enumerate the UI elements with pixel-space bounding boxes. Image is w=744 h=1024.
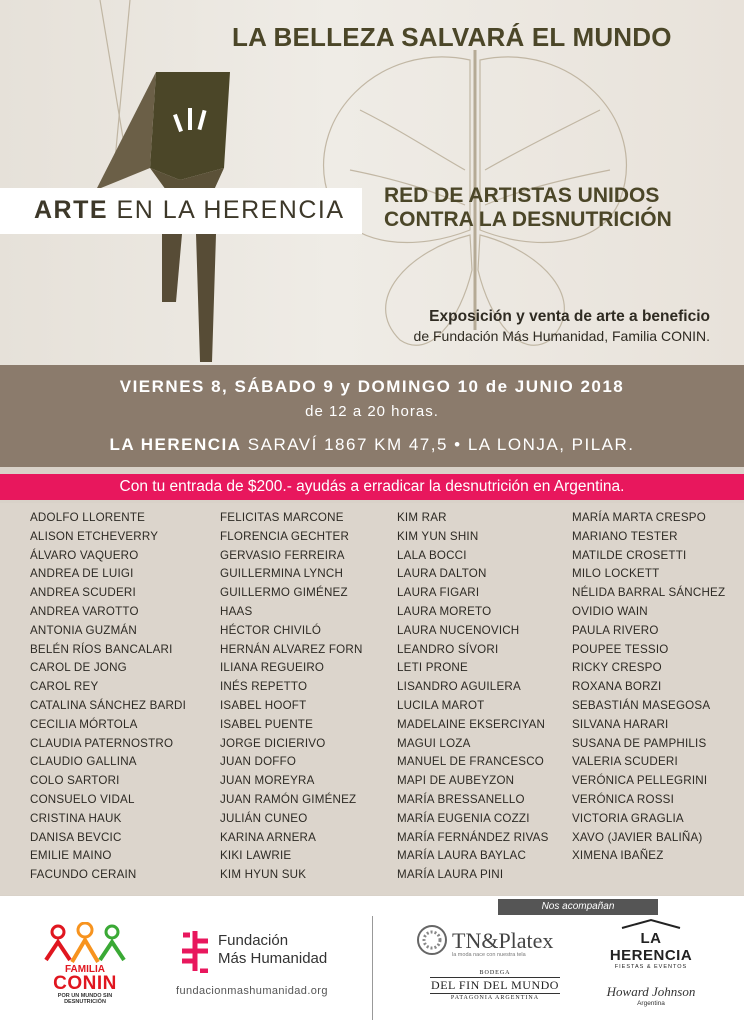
- artists-column-1: [30, 509, 186, 885]
- artist-name: SUSANA DE PAMPHILIS: [572, 736, 707, 750]
- tn-platex-logo: TN&Platex: [452, 928, 554, 953]
- artist-name: MILO LOCKETT: [572, 567, 660, 581]
- artist-name: CATALINA SÁNCHEZ BARDI: [30, 698, 187, 712]
- artists-column-2: [220, 509, 363, 885]
- artist-name: HAAS: [220, 604, 253, 618]
- artist-name: INÉS REPETTO: [220, 680, 308, 694]
- artist-name: CLAUDIA PATERNOSTRO: [30, 736, 174, 750]
- artist-name: LAURA DALTON: [397, 567, 487, 581]
- artist-name: ÁLVARO VAQUERO: [30, 548, 139, 562]
- artist-name: HERNÁN ALVAREZ FORN: [220, 642, 363, 656]
- artist-name: ROXANA BORZI: [572, 680, 662, 694]
- artist-name: MARÍA MARTA CRESPO: [572, 511, 706, 524]
- artist-name: ISABEL HOOFT: [220, 698, 307, 712]
- howard-johnson-logo: Howard Johnson Argentina: [606, 984, 696, 1007]
- artist-name: CRISTINA HAUK: [30, 811, 122, 825]
- artist-name: ILIANA REGUEIRO: [220, 661, 325, 675]
- fmh-url: fundacionmashumanidad.org: [176, 985, 328, 997]
- ticket-message: Con tu entrada de $200.- ayudás a erradicar la desnutrición en Argentina.: [0, 474, 744, 500]
- artist-name: ANDREA SCUDERI: [30, 586, 136, 600]
- artist-name: VICTORIA GRAGLIA: [572, 811, 684, 825]
- artist-name: LISANDRO AGUILERA: [397, 680, 521, 694]
- artists-list: [0, 503, 744, 895]
- exhibition-note: Exposición y venta de arte a beneficio de Fundación Más Humanidad, Familia CONIN.: [413, 308, 710, 344]
- artist-name: MARIANO TESTER: [572, 529, 678, 543]
- sponsors-label: Nos acompañan: [498, 899, 658, 915]
- artist-name: XAVO (JAVIER BALIÑA): [572, 830, 703, 844]
- conin-figures-icon: [40, 922, 130, 964]
- artist-name: LAURA FIGARI: [397, 586, 480, 600]
- la-herencia-logo: LA HERENCIA FIESTAS & EVENTOS: [609, 930, 693, 970]
- artist-name: ANTONIA GUZMÁN: [30, 623, 137, 637]
- artist-name: KIM YUN SHIN: [397, 529, 479, 543]
- artist-name: LAURA NUCENOVICH: [397, 623, 520, 637]
- logo-card: [0, 188, 362, 234]
- artist-name: VERÓNICA PELLEGRINI: [572, 774, 708, 788]
- artist-name: CAROL REY: [30, 680, 99, 694]
- artist-name: FACUNDO CERAIN: [30, 868, 137, 882]
- fmh-logo: Fundación Más Humanidad: [218, 932, 328, 967]
- artist-name: MANUEL DE FRANCESCO: [397, 755, 545, 769]
- artist-name: EMILIE MAINO: [30, 849, 112, 863]
- artist-name: LEANDRO SÍVORI: [397, 642, 499, 656]
- artist-name: MARÍA BRESSANELLO: [397, 792, 525, 806]
- artist-name: XIMENA IBAÑEZ: [572, 849, 664, 863]
- artist-name: GERVASIO FERREIRA: [220, 548, 345, 562]
- artist-name: ANDREA VAROTTO: [30, 604, 139, 618]
- artist-name: MAGUI LOZA: [397, 736, 471, 750]
- artist-name: CLAUDIO GALLINA: [30, 755, 137, 769]
- artist-name: KIM HYUN SUK: [220, 868, 307, 882]
- event-venue: LA HERENCIA SARAVÍ 1867 KM 47,5 • LA LONJA, PILAR.: [109, 435, 635, 454]
- artist-name: OVIDIO WAIN: [572, 604, 648, 618]
- artist-name: RICKY CRESPO: [572, 661, 662, 675]
- artist-name: DANISA BEVCIC: [30, 830, 122, 844]
- artist-name: ANDREA DE LUIGI: [30, 567, 134, 581]
- artist-name: ADOLFO LLORENTE: [30, 511, 146, 524]
- artist-name: CECILIA MÓRTOLA: [30, 717, 138, 731]
- artist-name: MARÍA LAURA BAYLAC: [397, 849, 527, 863]
- artist-name: JUAN RAMÓN GIMÉNEZ: [220, 792, 357, 806]
- event-days: VIERNES 8, SÁBADO 9 y DOMINGO 10 de JUNIO 2018: [119, 377, 625, 396]
- artist-name: CONSUELO VIDAL: [30, 792, 135, 806]
- tn-platex-tagline: la moda nace con nuestra tela: [452, 952, 526, 958]
- bodega-logo: BODEGA DEL FIN DEL MUNDO PATAGONIA ARGENTINA: [431, 970, 559, 1001]
- artist-name: MARÍA LAURA PINI: [397, 868, 504, 882]
- event-hours: de 12 a 20 horas.: [305, 403, 439, 420]
- artist-name: SILVANA HARARI: [572, 717, 669, 731]
- la-herencia-roof-icon: [620, 918, 682, 930]
- dates-band: [0, 365, 744, 467]
- artist-name: VERÓNICA ROSSI: [572, 792, 675, 806]
- subtitle: RED DE ARTISTAS UNIDOS CONTRA LA DESNUTRICIÓN: [384, 184, 672, 231]
- artist-name: SEBASTIÁN MASEGOSA: [572, 698, 711, 712]
- logo-text: ARTE EN LA HERENCIA: [34, 196, 345, 224]
- artist-name: CAROL DE JONG: [30, 661, 127, 675]
- artist-name: LAURA MORETO: [397, 604, 492, 618]
- artist-name: KARINA ARNERA: [220, 830, 317, 844]
- artist-name: MADELAINE EKSERCIYAN: [397, 717, 546, 731]
- artists-column-4: [572, 509, 725, 866]
- headline: LA BELLEZA SALVARÁ EL MUNDO: [232, 22, 672, 52]
- artist-name: GUILLERMINA LYNCH: [220, 567, 344, 581]
- artist-name: LALA BOCCI: [397, 548, 467, 562]
- tn-platex-emblem-icon: [416, 924, 448, 956]
- artist-name: JORGE DICIERIVO: [220, 736, 326, 750]
- divider: [372, 916, 373, 1020]
- artist-name: KIKI LAWRIE: [220, 849, 292, 863]
- artist-name: FLORENCIA GECHTER: [220, 529, 350, 543]
- artist-name: PAULA RIVERO: [572, 623, 659, 637]
- artists-column-3: [397, 509, 549, 885]
- hero-section: [0, 0, 744, 365]
- artist-name: MARÍA FERNÁNDEZ RIVAS: [397, 830, 549, 844]
- artist-name: VALERIA SCUDERI: [572, 755, 678, 769]
- conin-logo: FAMILIA CONIN POR UN MUNDO SIN DESNUTRICIÓN: [53, 964, 117, 1005]
- artist-name: GUILLERMO GIMÉNEZ: [220, 586, 348, 600]
- artist-name: JUAN DOFFO: [220, 755, 297, 769]
- artist-name: KIM RAR: [397, 511, 447, 524]
- artist-name: LETI PRONE: [397, 661, 468, 675]
- artist-name: LUCILA MAROT: [397, 698, 485, 712]
- artist-name: HÉCTOR CHIVILÓ: [220, 623, 322, 637]
- artist-name: ISABEL PUENTE: [220, 717, 314, 731]
- artist-name: COLO SARTORI: [30, 774, 120, 788]
- artist-name: ALISON ETCHEVERRY: [30, 529, 159, 543]
- fmh-cross-icon: [178, 927, 212, 973]
- artist-name: MATILDE CROSETTI: [572, 548, 687, 562]
- artist-name: MAPI DE AUBEYZON: [397, 774, 515, 788]
- artist-name: NÉLIDA BARRAL SÁNCHEZ: [572, 586, 726, 600]
- artist-name: MARÍA EUGENIA COZZI: [397, 811, 530, 825]
- artist-name: BELÉN RÍOS BANCALARI: [30, 642, 173, 656]
- artist-name: JUAN MOREYRA: [220, 774, 315, 788]
- artist-name: POUPEE TESSIO: [572, 642, 669, 656]
- artist-name: JULIÁN CUNEO: [220, 811, 308, 825]
- artist-name: FELICITAS MARCONE: [220, 511, 344, 524]
